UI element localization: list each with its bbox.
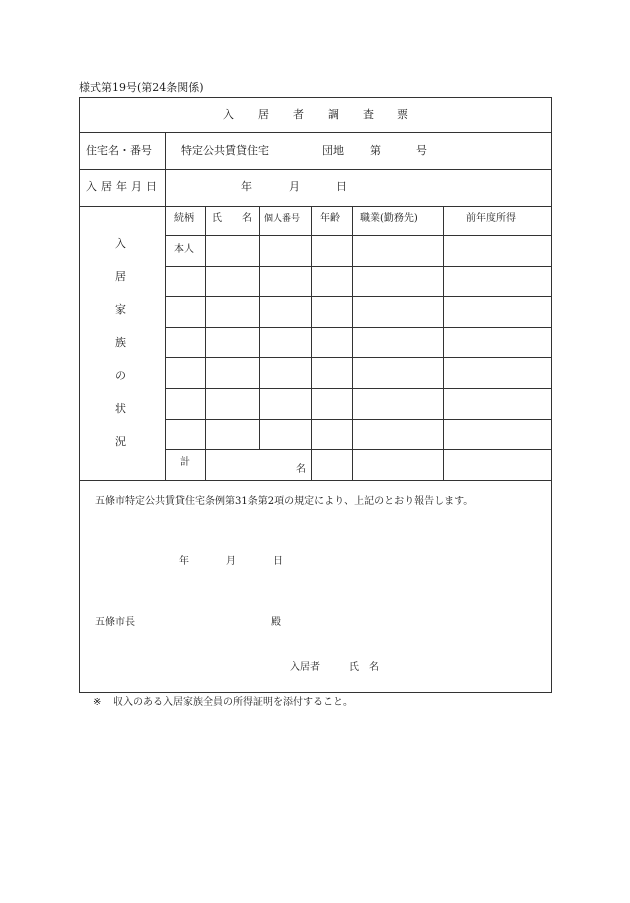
report-resident-label: 入居者 — [290, 662, 320, 673]
row-divider-4 — [165, 357, 552, 358]
housing-label: 住宅名・番号 — [86, 144, 152, 157]
row-divider-5 — [165, 388, 552, 389]
col-header-age: 年齢 — [320, 213, 340, 224]
row-divider-3 — [165, 327, 552, 328]
report-name-label: 氏 名 — [349, 662, 379, 673]
housing-gou: 号 — [416, 144, 427, 157]
report-year: 年 — [179, 556, 189, 567]
col-divider-job — [443, 206, 444, 480]
housing-type: 特定公共賃貸住宅 — [181, 144, 269, 157]
report-addressee: 五條市長 — [95, 617, 135, 628]
col-divider-number — [311, 206, 312, 480]
report-statement: 五條市特定公共賃貸住宅条例第31条第2項の規定により、上記のとおり報告します。 — [95, 496, 474, 507]
col-header-name: 氏 名 — [212, 213, 252, 224]
title-char-1: 入 — [223, 108, 234, 121]
col-header-job: 職業(勤務先) — [360, 213, 418, 224]
col-header-relation: 続柄 — [174, 213, 194, 224]
report-honorific: 殿 — [271, 617, 281, 628]
row-divider-movein — [79, 206, 552, 207]
movein-label: 入居年月日 — [86, 180, 161, 193]
row-divider-2 — [165, 296, 552, 297]
report-day: 日 — [273, 556, 283, 567]
col-header-number: 個人番号 — [264, 214, 301, 224]
col-header-income: 前年度所得 — [466, 213, 516, 224]
row-divider-title — [79, 132, 552, 133]
form-number: 様式第19号(第24条関係) — [79, 81, 204, 94]
family-label-char-3: 家 — [115, 303, 126, 316]
title-char-4: 調 — [328, 108, 339, 121]
row-divider-total — [79, 480, 552, 481]
report-month: 月 — [226, 556, 236, 567]
family-label-char-6: 状 — [115, 402, 126, 415]
col-divider-relation — [205, 206, 206, 480]
housing-danchi: 団地 — [322, 144, 344, 157]
title-char-5: 査 — [363, 108, 374, 121]
title-char-6: 票 — [397, 108, 408, 121]
col-divider-label — [165, 132, 166, 480]
col-divider-name — [259, 206, 260, 449]
title-char-3: 者 — [293, 108, 304, 121]
family-label-char-5: の — [115, 369, 126, 382]
footnote-text: 収入のある入居家族全員の所得証明を添付すること。 — [113, 697, 353, 708]
housing-dai: 第 — [370, 144, 381, 157]
movein-month: 月 — [289, 180, 300, 193]
family-label-char-4: 族 — [115, 336, 126, 349]
family-label-char-1: 入 — [115, 237, 126, 250]
relation-self: 本人 — [174, 244, 194, 255]
family-label-char-7: 況 — [115, 435, 126, 448]
row-divider-6 — [165, 419, 552, 420]
movein-year: 年 — [241, 180, 252, 193]
row-divider-housing — [79, 169, 552, 170]
col-divider-age — [352, 206, 353, 480]
title-char-2: 居 — [258, 108, 269, 121]
row-divider-7 — [165, 449, 552, 450]
total-label: 計 — [180, 457, 190, 468]
row-divider-header — [165, 235, 552, 236]
family-label-char-2: 居 — [115, 270, 126, 283]
total-suffix: 名 — [296, 464, 306, 475]
movein-day: 日 — [336, 180, 347, 193]
footnote-mark: ※ — [93, 697, 102, 708]
row-divider-1 — [165, 266, 552, 267]
